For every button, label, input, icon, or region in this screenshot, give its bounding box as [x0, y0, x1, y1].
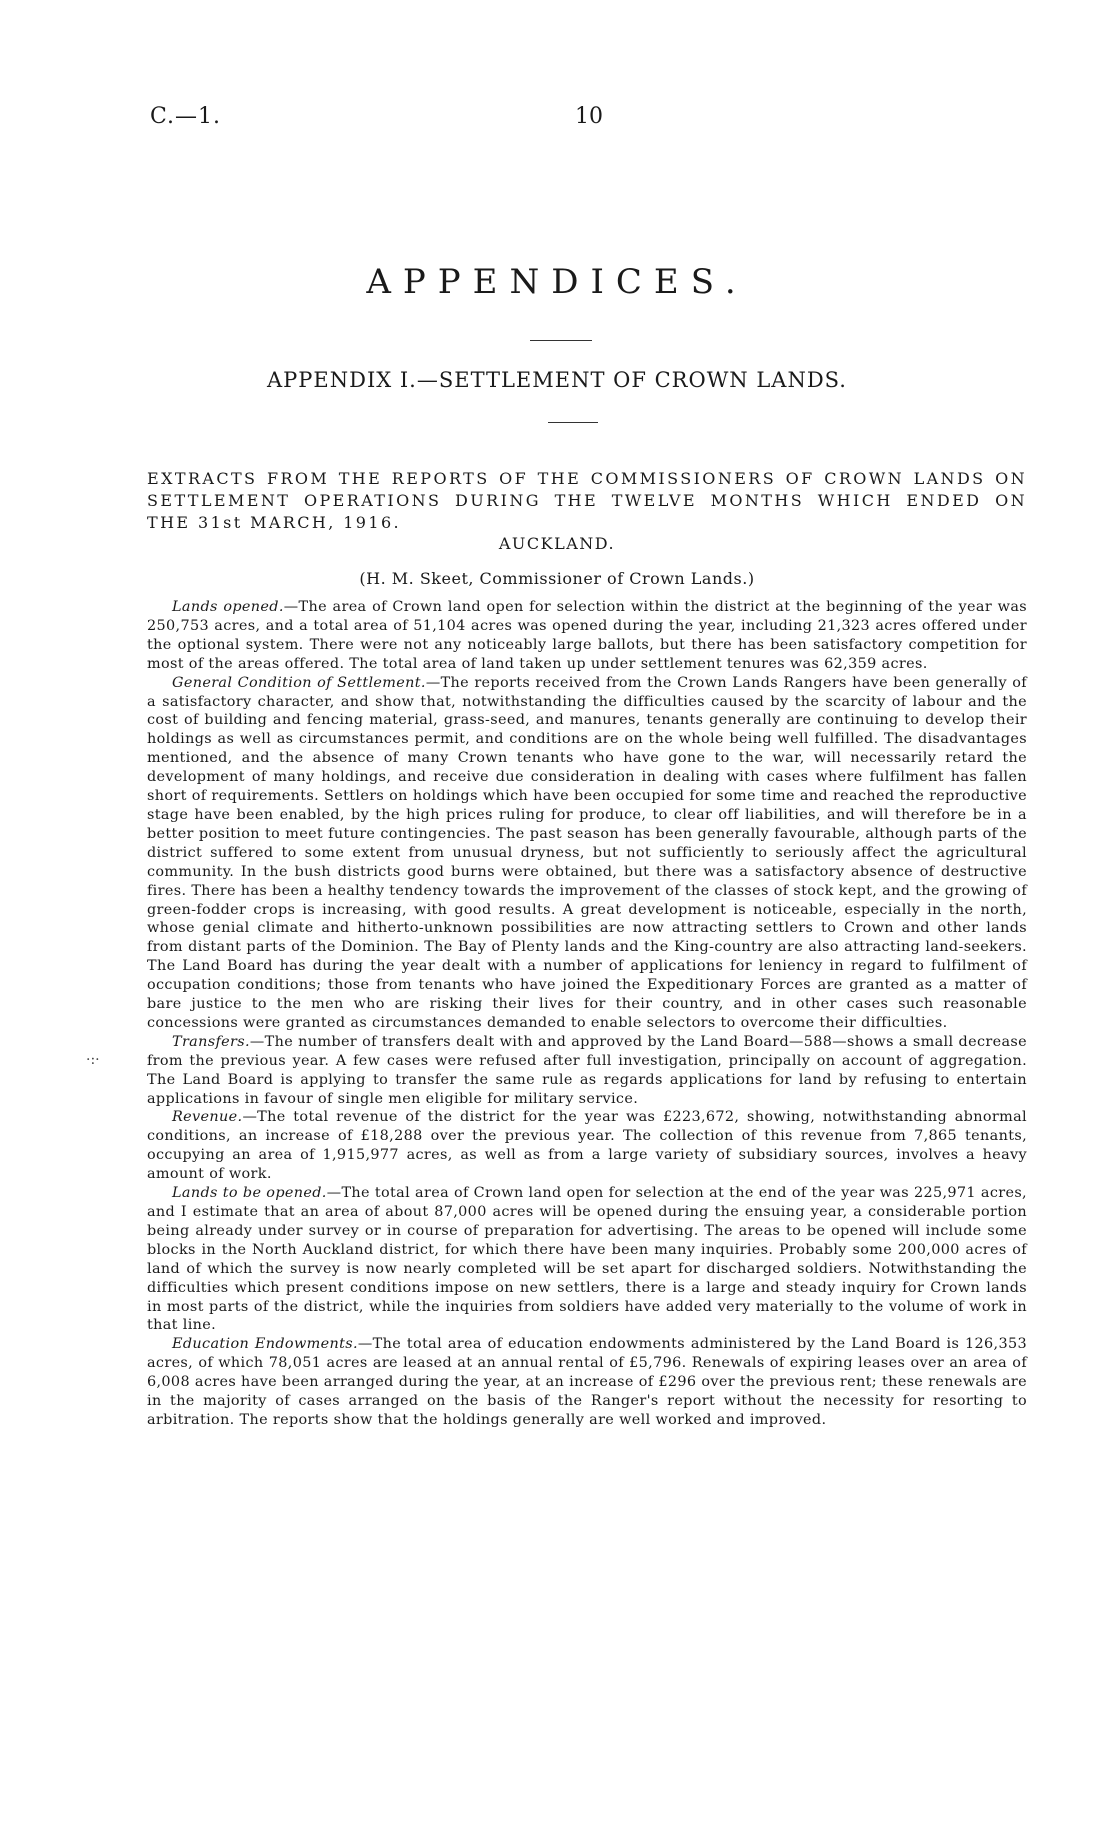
paragraph-lands-opened	[147, 598, 1027, 674]
heading-divider	[548, 422, 598, 423]
paragraph-general-condition	[147, 674, 1027, 1033]
paragraph-text: —The area of Crown land open for selection within the district at the beginning of the year was 250,753 acres, and a total area of 51,104 acres was opened during the year, including 21,323 acres offered under the optional system. There were not any noticeably large ballots, but there has been satisfactory competition for most of the areas offered. The total area of land taken up under settlement tenures was 62,359 acres.	[147, 599, 1027, 672]
page-title: APPENDICES.	[366, 262, 748, 302]
paragraph-lead: Revenue.	[172, 1109, 243, 1126]
title-divider	[530, 340, 592, 341]
paragraph-lands-to-be-opened	[147, 1184, 1027, 1335]
paragraph-lead: Lands to be opened.	[172, 1185, 327, 1202]
stray-mark: ·:·	[86, 1052, 100, 1068]
parliamentary-paper-reference: C.—1.	[150, 104, 222, 129]
paragraph-text: —The number of transfers dealt with and approved by the Land Board—588—shows a small decrease from the previous year. A few cases were refused after full investigation, principally on account of aggregation. The Land Board is applying to transfer the same rule as regards applications for land by refusing to entertain applications in favour of single men eligible for military service.	[147, 1033, 1027, 1107]
commissioner-line: (H. M. Skeet, Commissioner of Crown Lands.)	[359, 569, 755, 588]
paragraph-text: —The total revenue of the district for the year was £223,672, showing, notwithstanding abnormal conditions, an increase of £18,288 over the previous year. The collection of this revenue from 7,865 tenants, occupying an area of 1,915,977 acres, as well as from a large variety of subsidiary sources, involves a heavy amount of work.	[147, 1109, 1027, 1183]
paragraph-education-endowments	[147, 1335, 1027, 1430]
district-heading: AUCKLAND.	[498, 534, 616, 553]
paragraph-lead: Transfers.	[172, 1033, 250, 1050]
paragraph-text: —The total area of Crown land open for selection at the end of the year was 225,971 acres, and I estimate that an area of about 87,000 acres will be opened during the ensuing year, a considerable portion being already under survey or in course of preparation for advertising. The areas to be opened will include some blocks in the North Auckland district, for which there have been many inquiries. Probably some 200,000 acres of land of which the survey is now nearly completed will be set apart for discharged soldiers. Notwithstanding the difficulties which present conditions impose on new settlers, there is a large and steady inquiry for Crown lands in most parts of the district, while the inquiries from soldiers have added very materially to the volume of work in that line.	[147, 1185, 1027, 1334]
appendix-heading: APPENDIX I.—SETTLEMENT OF CROWN LANDS.	[267, 368, 847, 392]
paragraph-text: —The reports received from the Crown Lands Rangers have been generally of a satisfactory character, and show that, notwithstanding the difficulties caused by the scarcity of labour and the cost of building and fencing material, grass-seed, and manures, tenants generally are continuing to develop their holdings as well as circumstances permit, and conditions are on the whole being well fulfilled. The disadvantages mentioned, and the absence of many Crown tenants who have gone to the war, will necessarily retard the development of many holdings, and receive due consideration in dealing with cases where fulfilment has fallen short of requirements. Settlers on holdings which have been occupied for some time and reached the reproductive stage have been enabled, by the high prices ruling for produce, to clear off liabilities, and will therefore be in a better position to meet future contingencies. The past season has been generally favourable, although parts of the district suffered to some extent from unusual dryness, but not sufficiently to seriously affect the agricultural community. In the bush districts good burns were obtained, but there was a satisfactory absence of destructive fires. There has been a healthy tendency towards the improvement of the classes of stock kept, and the growing of green-fodder crops is increasing, with good results. A great development is noticeable, especially in the north, whose genial climate and hitherto-unknown possibilities are now attracting settlers to Crown and other lands from distant parts of the Dominion. The Bay of Plenty lands and the King-country are also attracting land-seekers. The Land Board has during the year dealt with a number of applications for leniency in regard to fulfilment of occupation conditions; those from tenants who have joined the Expeditionary Forces are granted as a matter of bare justice to the men who are risking their lives for their country, and in other cases such reasonable concessions were granted as circumstances demanded to enable selectors to overcome their difficulties.	[147, 674, 1027, 1031]
extract-heading: EXTRACTS FROM THE REPORTS OF THE COMMISSIONERS OF CROWN LANDS ON SETTLEMENT OPERATIONS DURING THE TWELVE MONTHS WHICH ENDED ON THE 31st MARCH, 1916.	[147, 469, 1027, 532]
paragraph-lead: Lands opened.	[172, 599, 284, 615]
paragraph-transfers	[147, 1033, 1027, 1109]
paragraph-lead: Education Endowments.	[172, 1336, 358, 1353]
paragraph-text: —The total area of education endowments administered by the Land Board is 126,353 acres, of which 78,051 acres are leased at an annual rental of £5,796. Renewals of expiring leases over an area of 6,008 acres have been arranged during the year, at an increase of £296 over the previous rent; these renewals are in the majority of cases arranged on the basis of the Ranger's report without the necessity for resorting to arbitration. The reports show that the holdings generally are well worked and improved.	[147, 1336, 1027, 1428]
page-number: 10	[575, 104, 603, 129]
paragraph-revenue	[147, 1108, 1027, 1184]
report-body	[147, 598, 1027, 1430]
paragraph-lead: General Condition of Settlement.	[172, 674, 426, 691]
